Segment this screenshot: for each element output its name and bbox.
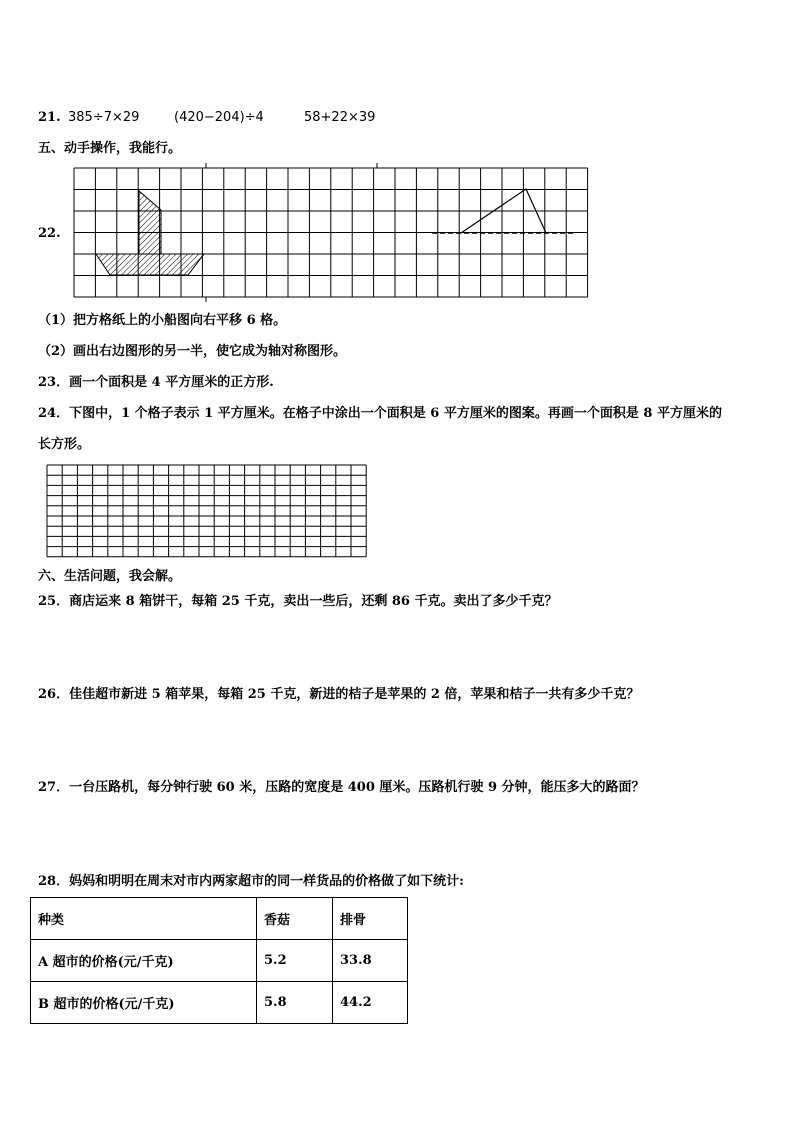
- table-header-row: [31, 898, 408, 940]
- table-cell: B 超市的价格(元/千克): [31, 982, 257, 1024]
- table-header-cell: 排骨: [333, 898, 408, 940]
- q23-text: 23．画一个面积是 4 平方厘米的正方形.: [38, 375, 274, 390]
- table-cell: 44.2: [333, 982, 408, 1024]
- q22-number: 22.: [38, 226, 61, 241]
- q28-text: 28．妈妈和明明在周末对市内两家超市的同一样货品的价格做了如下统计:: [38, 874, 464, 889]
- q21-expression-2: (420−204)÷4: [174, 110, 264, 125]
- section5-title: 五、动手操作，我能行。: [38, 141, 182, 156]
- q27-text: 27．一台压路机，每分钟行驶 60 米，压路的宽度是 400 厘米。压路机行驶 9 分钟，能压多大的路面？: [38, 780, 645, 795]
- table-row: [31, 982, 408, 1024]
- table-header-cell: 香菇: [257, 898, 333, 940]
- table-cell: A 超市的价格(元/千克): [31, 940, 257, 982]
- q25-text: 25．商店运来 8 箱饼干，每箱 25 千克，卖出一些后，还剩 86 千克。卖出了多少千克？: [38, 594, 558, 609]
- q21-expression-1: 385÷7×29: [68, 110, 140, 125]
- q24-grid: [47, 465, 366, 557]
- q21-number: 21.: [38, 110, 61, 125]
- q22-part2: （2）画出右边图形的另一半，使它成为轴对称图形。: [38, 344, 347, 359]
- q24-line1: 24．下图中，1 个格子表示 1 平方厘米。在格子中涂出一个面积是 6 平方厘米的图案。再画一个面积是 8 平方厘米的: [38, 406, 722, 421]
- price-table: [30, 897, 408, 1024]
- table-cell: 5.8: [257, 982, 333, 1024]
- table-cell: 33.8: [333, 940, 408, 982]
- table-row: [31, 940, 408, 982]
- table-cell: 5.2: [257, 940, 333, 982]
- section6-title: 六、生活问题，我会解。: [38, 569, 182, 584]
- q26-text: 26．佳佳超市新进 5 箱苹果，每箱 25 千克，新进的桔子是苹果的 2 倍，苹果和桔子一共有多少千克？: [38, 687, 640, 702]
- q22-part1: （1）把方格纸上的小船图向右平移 6 格。: [38, 313, 287, 328]
- table-header-cell: 种类: [31, 898, 257, 940]
- q21-expression-3: 58+22×39: [304, 110, 376, 125]
- q24-line2: 长方形。: [38, 437, 91, 452]
